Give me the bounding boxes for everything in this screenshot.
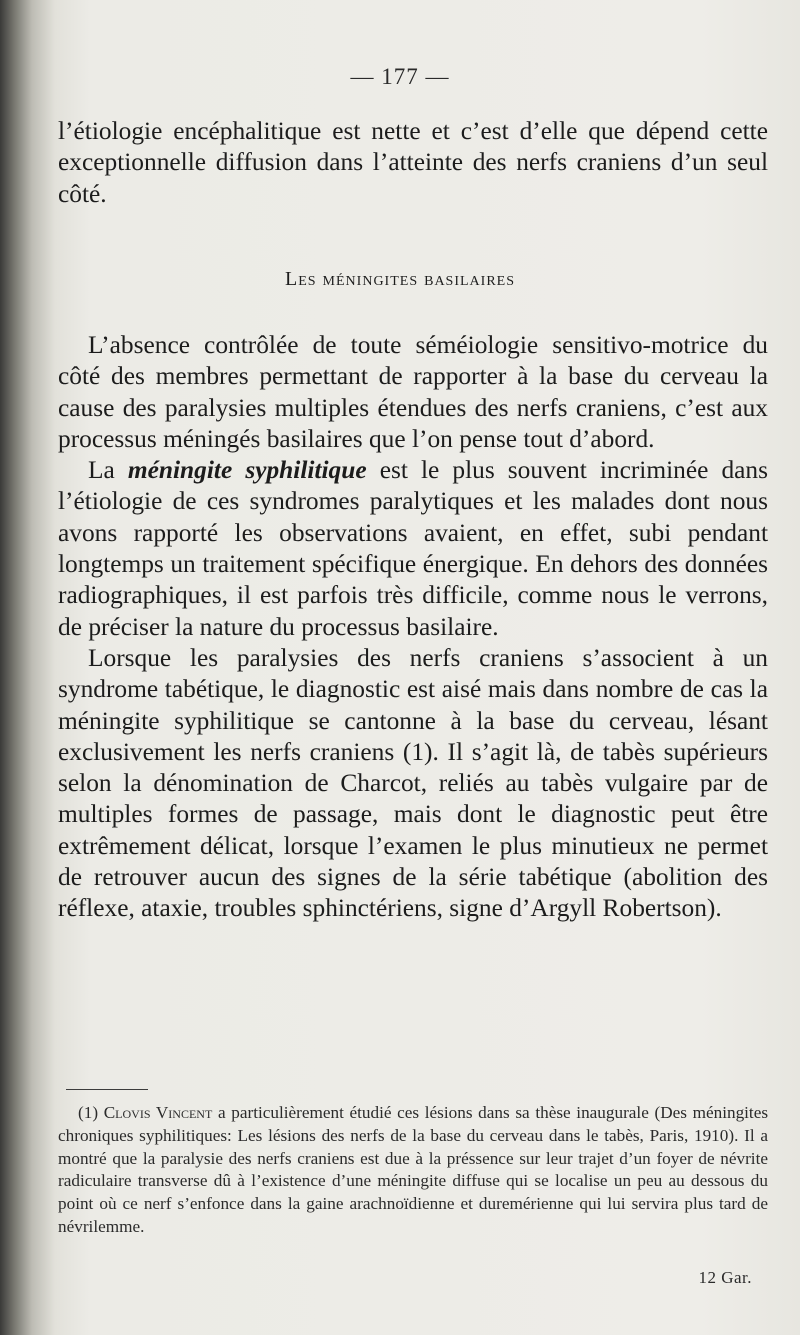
intro-paragraph (58, 116, 768, 210)
intro-text: l’étiologie encéphalitique est nette et c’est d’elle que dépend cette exceptionnelle diffusion dans l’atteinte des nerfs craniens d’un seul côté. (58, 117, 768, 208)
footnote-author: Clovis Vincent (103, 1103, 213, 1122)
main-text (58, 330, 768, 925)
paragraph-2-start: La (88, 456, 115, 485)
footnote-marker: (1) (78, 1103, 99, 1122)
paragraph-2 (58, 455, 768, 643)
signature-mark: 12 Gar. (698, 1268, 752, 1287)
page-number: — 177 — (350, 64, 450, 89)
section-title: Les méningites basilaires (285, 268, 515, 290)
paragraph-1: L’absence contrôlée de toute séméiologie sensitivo-motrice du côté des membres permettant de rapporter à la base du cerveau la cause des paralysies multiples étendues des nerfs craniens, c’est aux processus méningés basilaires que l’on pense tout d’abord. (58, 331, 768, 453)
footnote (58, 1102, 768, 1239)
footnote-text: a particulièrement étudié ces lésions dans sa thèse inaugurale (Des méningites chroniques syphilitiques: Les lésions des nerfs de la base du cerveau dans le tabès, Paris, 1910). Il a montré que la paralysie des nerfs craniens est due à la préssence sur leur trajet d’un foyer de névrite radiculaire transverse dû à l’existence d’une méningite diffuse qui se localise un peu au dessous du point où ce nerf s’enfonce dans la gaine arachnoïdienne et duremérienne qui lui servira plus tard de névrilemme. (58, 1103, 769, 1236)
paragraph-2-rest: est le plus souvent incriminée dans l’étiologie de ces syndromes paralytiques et les malades dont nous avons rapporté les observations avaient, en effet, subi pendant longtemps un traitement spécifique énergique. En dehors des données radiographiques, il est parfois très difficile, comme nous le verrons, de préciser la nature du processus basilaire. (58, 456, 768, 641)
footnote-divider (66, 1089, 148, 1090)
paragraph-2-emphasis: méningite syphilitique (127, 456, 367, 485)
paragraph-3: Lorsque les paralysies des nerfs craniens s’associent à un syndrome tabétique, le diagnostic est aisé mais dans nombre de cas la méningite syphilitique se cantonne à la base du cerveau, lésant exclusivement les nerfs craniens (1). Il s’agit là, de tabès supérieurs selon la dénomination de Charcot, reliés au tabès vulgaire par de multiples formes de passage, mais dont le diagnostic peut être extrêmement délicat, lorsque l’examen le plus minutieux ne permet de retrouver aucun des signes de la série tabétique (abolition des réflexe, ataxie, troubles sphinctériens, signe d’Argyll Robertson). (58, 643, 768, 923)
